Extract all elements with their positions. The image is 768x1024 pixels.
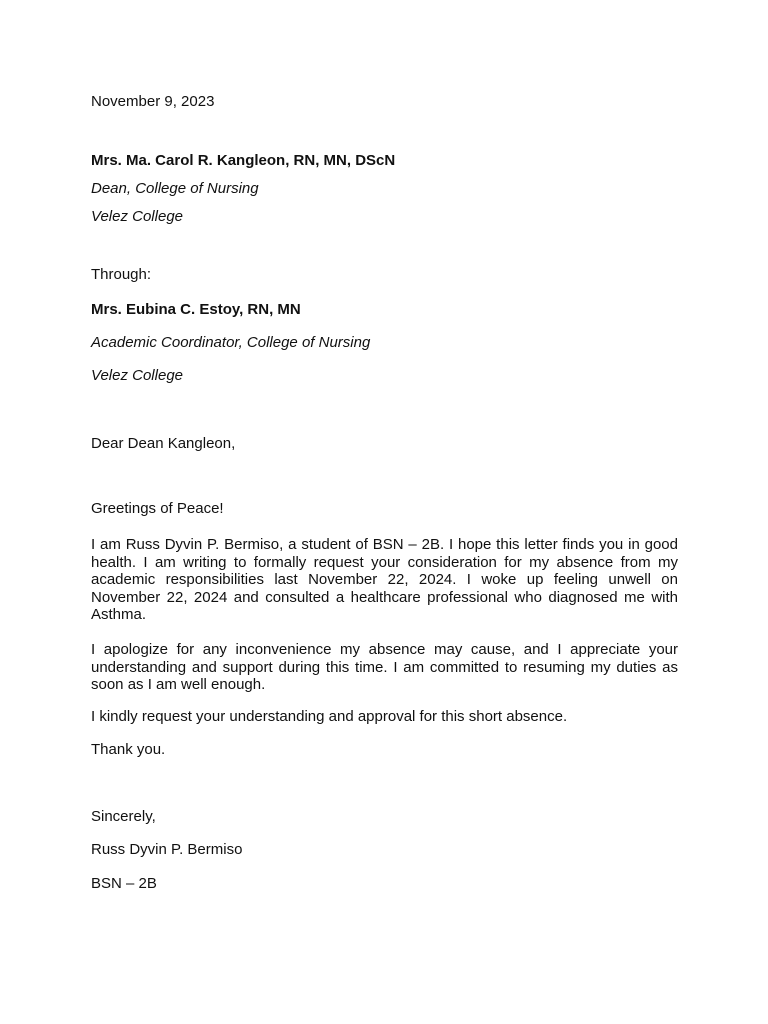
body-paragraph-1: I am Russ Dyvin P. Bermiso, a student of BSN – 2B. I hope this letter finds you in good health. I am writing to formally request your consideration for my absence from my academic responsibilities last November 22, 2024. I woke up feeling unwell on November 22, 2024 and consulted a healthcare professional who diagnosed me with Asthma. — [91, 536, 678, 624]
greeting: Greetings of Peace! — [91, 500, 224, 517]
through-name: Mrs. Eubina C. Estoy, RN, MN — [91, 301, 301, 318]
recipient-name: Mrs. Ma. Carol R. Kangleon, RN, MN, DScN — [91, 152, 396, 169]
through-title: Academic Coordinator, College of Nursing — [91, 334, 371, 351]
through-institution: Velez College — [91, 367, 183, 384]
sender-section: BSN – 2B — [91, 875, 157, 892]
recipient-title: Dean, College of Nursing — [91, 180, 259, 197]
recipient-institution: Velez College — [91, 208, 183, 225]
sender-name: Russ Dyvin P. Bermiso — [91, 841, 243, 858]
thanks-line: Thank you. — [91, 741, 166, 758]
through-label: Through: — [91, 266, 152, 283]
closing: Sincerely, — [91, 808, 156, 825]
body-paragraph-3: I kindly request your understanding and approval for this short absence. — [91, 708, 568, 725]
salutation: Dear Dean Kangleon, — [91, 435, 236, 452]
letter-date: November 9, 2023 — [91, 93, 215, 110]
body-paragraph-2: I apologize for any inconvenience my absence may cause, and I appreciate your understanding and support during this time. I am committed to resuming my duties as soon as I am well enough. — [91, 641, 678, 694]
